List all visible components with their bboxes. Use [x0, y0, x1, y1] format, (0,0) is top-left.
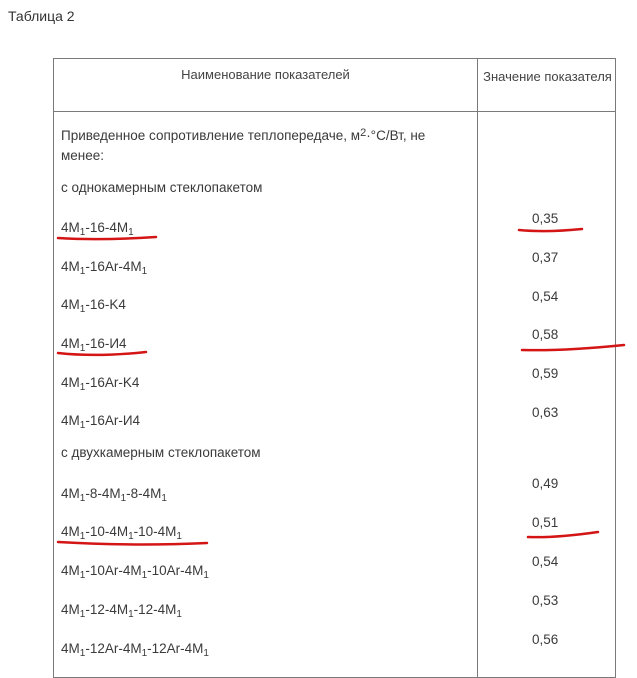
row-label: $4M_1-10Ar-4M_1-10Ar-4M_1$	[61, 563, 209, 581]
header-divider	[54, 111, 615, 112]
data-table	[53, 58, 616, 678]
title-superscript: 2	[360, 127, 367, 139]
table-section-title	[61, 126, 466, 166]
row-label: $4M_1-16Ar-K4$	[61, 375, 140, 393]
row-label: $4M_1-16Ar-И4$	[61, 413, 141, 431]
column-divider	[477, 59, 478, 677]
row-value: 0,63	[532, 405, 559, 420]
row-value: 0,54	[532, 554, 559, 569]
row-value: 0,37	[532, 250, 559, 265]
group-label-double: с двухкамерным стеклопакетом	[61, 445, 261, 460]
row-label: $4M_1-12Ar-4M_1-12Ar-4M_1$	[61, 641, 209, 659]
row-value: 0,58	[532, 327, 559, 342]
row-label: $4M_1-16-4M_1$	[61, 220, 134, 238]
row-value: 0,35	[532, 211, 559, 226]
row-label: $4M_1-16-K4$	[61, 297, 126, 315]
row-label: $4M_1-12-4M_1-12-4M_1$	[61, 602, 182, 620]
header-value: Значение показателя	[483, 69, 612, 84]
group-label-single: с однокамерным стеклопакетом	[61, 180, 263, 195]
row-value: 0,56	[532, 632, 559, 647]
row-label: $4M_1-16-И4$	[61, 336, 127, 354]
row-value: 0,59	[532, 366, 559, 381]
row-value: 0,53	[532, 593, 559, 608]
row-value: 0,51	[532, 515, 559, 530]
row-label: $4M_1-8-4M_1-8-4M_1$	[61, 486, 167, 504]
row-value: 0,54	[532, 289, 559, 304]
title-prefix: Приведенное сопротивление теплопередаче, м	[61, 128, 361, 143]
row-label: $4M_1-16Ar-4M_1$	[61, 259, 148, 277]
title-suffix: ·°C/Вт, не менее:	[61, 128, 426, 163]
row-value: 0,49	[532, 476, 559, 491]
row-label: $4M_1-10-4M_1-10-4M_1$	[61, 524, 182, 542]
header-name: Наименование показателей	[181, 67, 350, 82]
table-caption: Таблица 2	[8, 8, 75, 24]
